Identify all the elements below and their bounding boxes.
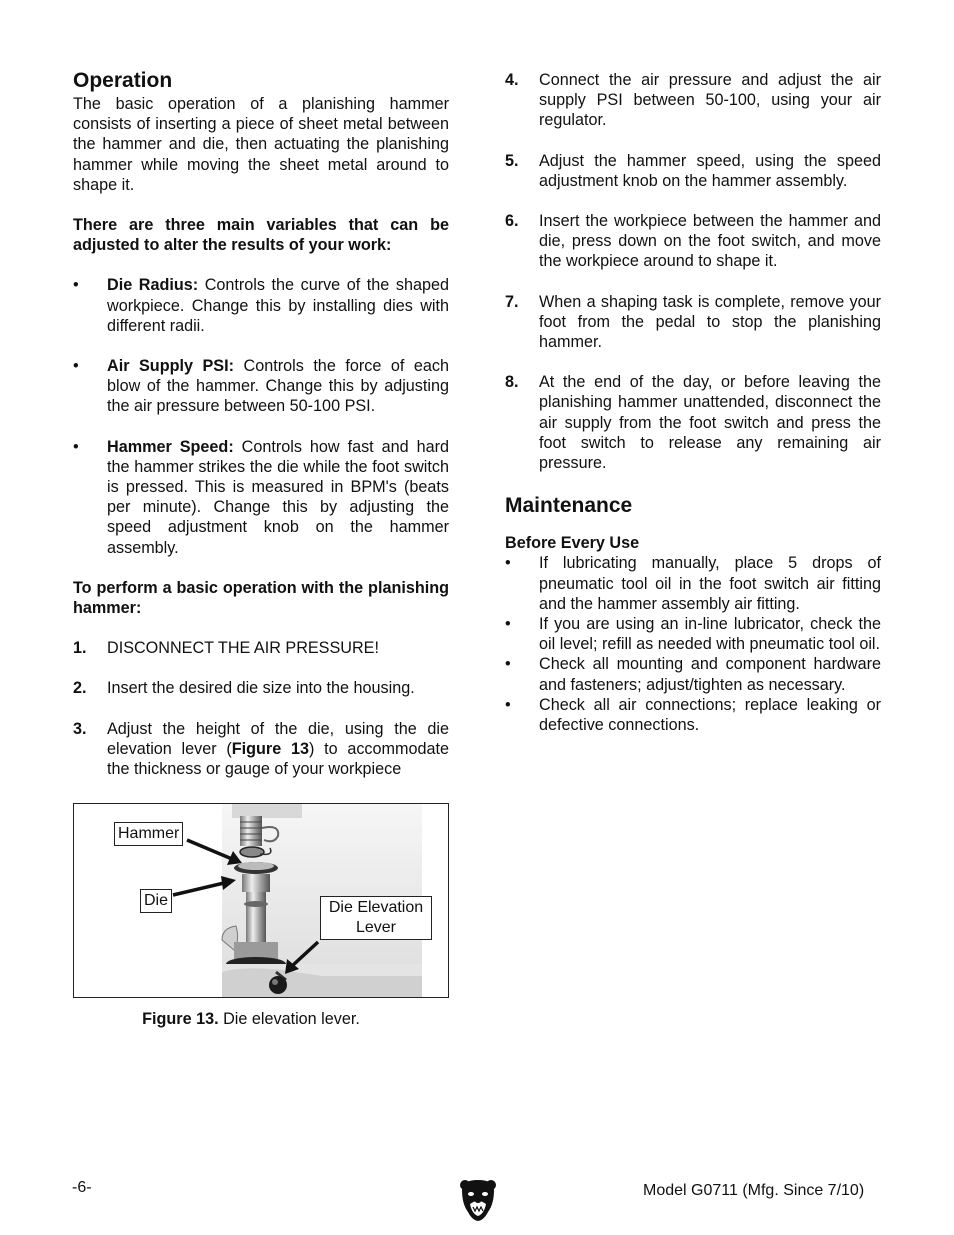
step-text: Adjust the hammer speed, using the speed adjustment knob on the hammer assembly. (539, 151, 881, 190)
bullet-text: If lubricating manually, place 5 drops of pneumatic tool oil in the foot switch air fitting and the hammer assembly air fitting. (539, 554, 881, 613)
step-8 (505, 372, 881, 473)
step-number: 3. (73, 719, 87, 738)
callout-hammer: Hammer (114, 822, 183, 846)
step-text: When a shaping task is complete, remove your foot from the pedal to stop the planishing hammer. (539, 292, 881, 352)
step-text: Connect the air pressure and adjust the air supply PSI between 50-100, using your air regulator. (539, 71, 881, 130)
step-text: Adjust the height of the die, using the die elevation lever ( (107, 719, 449, 758)
caption-text: Die elevation lever. (218, 1010, 360, 1029)
bullet-mark: • (73, 276, 79, 295)
maintenance-heading: Maintenance (505, 494, 633, 518)
step-6 (505, 211, 881, 272)
step-2 (73, 678, 449, 698)
step-number: 8. (505, 373, 519, 392)
bullet-mark: • (73, 437, 79, 456)
callout-die-elevation-lever (320, 896, 432, 940)
step-text: At the end of the day, or before leaving the planishing hammer unattended, disconnect the air supply from the foot switch and press the foot switch to release any remaining air pressure. (539, 373, 881, 473)
bullet-mark: • (73, 357, 79, 376)
step-text: Insert the workpiece between the hammer and die, press down on the foot switch, and move the workpiece around to shape it. (539, 212, 881, 271)
operation-heading: Operation (73, 69, 173, 92)
page-number: -6- (72, 1179, 92, 1196)
bullet-term: Hammer Speed: (107, 437, 234, 456)
maintenance-bullet (505, 695, 881, 735)
step-number: 5. (505, 151, 519, 170)
bullet-mark: • (505, 615, 511, 634)
bear-head-logo-icon (459, 1178, 497, 1222)
bullet-mark: • (505, 554, 511, 573)
bullet-mark: • (505, 695, 511, 714)
callout-line: Die Elevation (328, 899, 424, 917)
left-column (73, 68, 449, 1029)
bullet-air-supply (73, 356, 449, 417)
figure-caption (73, 1009, 449, 1029)
procedure-lead: To perform a basic operation with the planishing hammer: (73, 578, 449, 618)
bullet-text: Controls the curve of the shaped workpiece. Change this by installing dies with different radii. (107, 276, 449, 335)
operation-intro: The basic operation of a planishing hammer consists of inserting a piece of sheet metal between the hammer and die, then actuating the planishing hammer while moving the sheet metal around to shape it. (73, 95, 449, 194)
step-7 (505, 292, 881, 353)
bullet-text: Check all mounting and component hardware and fasteners; adjust/tighten as necessary. (539, 655, 881, 694)
bullet-hammer-speed (73, 437, 449, 558)
bullet-mark: • (505, 655, 511, 674)
step-4 (505, 70, 881, 131)
step-number: 1. (73, 639, 87, 658)
caption-label: Figure 13. (142, 1010, 219, 1029)
right-column (505, 70, 881, 735)
maintenance-bullet (505, 614, 881, 654)
maintenance-bullet (505, 654, 881, 694)
step-text: ) to accommodate the thickness or gauge of your workpiece (107, 739, 449, 779)
step-5 (505, 151, 881, 191)
step-1 (73, 638, 449, 658)
model-footer: Model G0711 (Mfg. Since 7/10) (643, 1182, 865, 1199)
bullet-text: Controls how fast and hard the hammer strikes the die while the foot switch is pressed. This is measured in BPM's (beats per minute). Change this by adjusting the speed adjustment knob on the hammer assembly. (107, 437, 449, 557)
step-text: DISCONNECT THE AIR PRESSURE! (107, 639, 379, 658)
step-number: 6. (505, 212, 519, 231)
callout-die: Die (140, 889, 172, 913)
before-every-use-heading: Before Every Use (505, 534, 640, 553)
step-number: 4. (505, 71, 519, 89)
bullet-text: Controls the force of each blow of the hammer. Change this by adjusting the air pressure between 50-100 PSI. (107, 357, 449, 416)
step-number: 2. (73, 679, 87, 698)
figure-reference: Figure 13 (231, 739, 309, 758)
step-number: 7. (505, 292, 519, 311)
callout-line: Lever (355, 919, 397, 937)
variables-lead: There are three main variables that can be adjusted to alter the results of your work: (73, 216, 449, 255)
bullet-text: If you are using an in-line lubricator, check the oil level; refill as needed with pneumatic tool oil. (539, 615, 881, 654)
bullet-die-radius (73, 275, 449, 336)
maintenance-bullet (505, 553, 881, 614)
figure-13 (73, 803, 449, 998)
bullet-term: Air Supply PSI: (107, 357, 234, 376)
bullet-term: Die Radius: (107, 276, 199, 295)
step-text: Insert the desired die size into the housing. (107, 679, 415, 698)
step-3 (73, 719, 449, 780)
bullet-text: Check all air connections; replace leaking or defective connections. (539, 695, 881, 735)
